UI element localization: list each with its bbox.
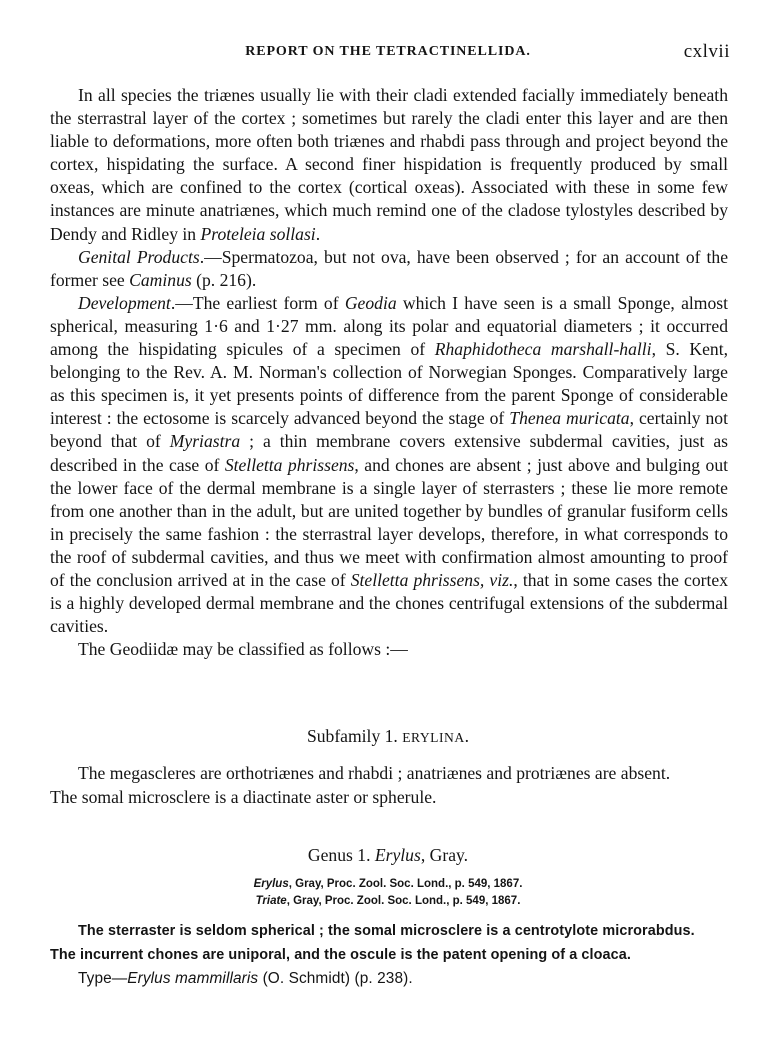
species-name: Proteleia sollasi	[200, 223, 316, 244]
paragraph-cortex-spicules: In all species the triænes usually lie with their cladi extended facially immediately beneath the sterrastral layer of the cortex ; sometimes but rarely the cladi enter this layer and are then liable to deformations, more often both triænes and rhabdi pass through and project beyond the cortex, hispidating the surface. A second finer hispidation is frequently produced by small oxeas, which are confined to the cortex (cortical oxeas). Associated with these in some few instances are minute anatriænes, which much remind one of the cladose tylostyles described by Dendy and Ridley in Proteleia sollasi.	[50, 85, 728, 244]
subfamily-description-line: The somal microsclere is a diactinate aster or spherule.	[50, 787, 437, 807]
paragraph-development: Development.—The earliest form of Geodia which I have seen is a small Sponge, almost spherical, measuring 1·6 and 1·27 mm. along its polar and equatorial diameters ; it occurred among the hispidating spicules of a specimen of Rhaphidotheca marshall-halli, S. Kent, belonging to the Rev. A. M. Norman's collection of Norwegian Sponges. Comparatively large as this specimen is, it yet presents points of difference from the parent Sponge of considerable interest : the ectosome is scarcely advanced beyond the stage of Thenea muricata, certainly not beyond that of Myriastra ; a thin membrane covers extensive subdermal cavities, just as described in the case of Stelletta phrissens, and chones are absent ; just above and bulging out the lower face of the dermal membrane is a single layer of sterrasters ; these lie more remote from one another than in the adult, but are united together by bundles of granular fusiform cells in precisely the same fashion : the sterrastral layer develops, therefore, in what corresponds to the roof of subdermal cavities, and thus we meet with confirmation almost amounting to proof of the conclusion arrived at in the case of Stelletta phrissens, viz., that in some cases the cortex is a highly developed dermal membrane and the chones centrifugal extensions of the subdermal cavities.	[50, 292, 729, 637]
body-text	[50, 84, 728, 661]
running-title: REPORT ON THE TETRACTINELLIDA.	[245, 44, 531, 59]
synonym-line: Triate, Gray, Proc. Zool. Soc. Lond., p. 549, 1867.	[255, 895, 521, 907]
synonym-line: Erylus, Gray, Proc. Zool. Soc. Lond., p. 549, 1867.	[253, 878, 523, 890]
page-number: cxlvii	[683, 41, 730, 62]
genus-description-line: The sterraster is seldom spherical ; the somal microsclere is a centrotylote microrabdus.	[78, 923, 695, 939]
genus-name: Myriastra	[169, 431, 241, 452]
genus-name: Geodia	[344, 292, 397, 313]
subfamily-name: ERYLINA	[402, 730, 465, 745]
genus-name: Caminus	[129, 269, 192, 290]
subfamily-description-line: The megascleres are orthotriænes and rhabdi ; anatriænes and protriænes are absent.	[78, 763, 671, 783]
subfamily-description	[50, 761, 730, 809]
species-name: Rhaphidotheca marshall-halli	[434, 339, 652, 360]
genus-heading: Genus 1. Erylus, Gray.	[307, 845, 469, 865]
subfamily-heading: Subfamily 1. ERYLINA.	[306, 726, 470, 746]
paragraph-classification-intro: The Geodiidæ may be classified as follows :—	[78, 639, 408, 660]
species-name: Thenea muricata	[509, 408, 630, 429]
type-species-name: Erylus mammillaris	[127, 970, 259, 987]
species-name: Stelletta phrissens	[224, 454, 355, 475]
section-lead: Development	[78, 292, 171, 313]
species-name: Stelletta phrissens, viz.	[350, 569, 514, 590]
genus-description	[50, 920, 740, 991]
genus-description-line: The incurrent chones are uniporal, and the oscule is the patent opening of a cloaca.	[50, 946, 631, 963]
section-lead: Genital Products	[78, 246, 200, 267]
paragraph-genital-products: Genital Products.—Spermatozoa, but not ova, have been observed ; for an account of the former see Caminus (p. 216).	[50, 246, 729, 290]
type-species-line: Type—Erylus mammillaris (O. Schmidt) (p. 238).	[78, 970, 413, 987]
genus-name: Erylus	[374, 845, 421, 865]
